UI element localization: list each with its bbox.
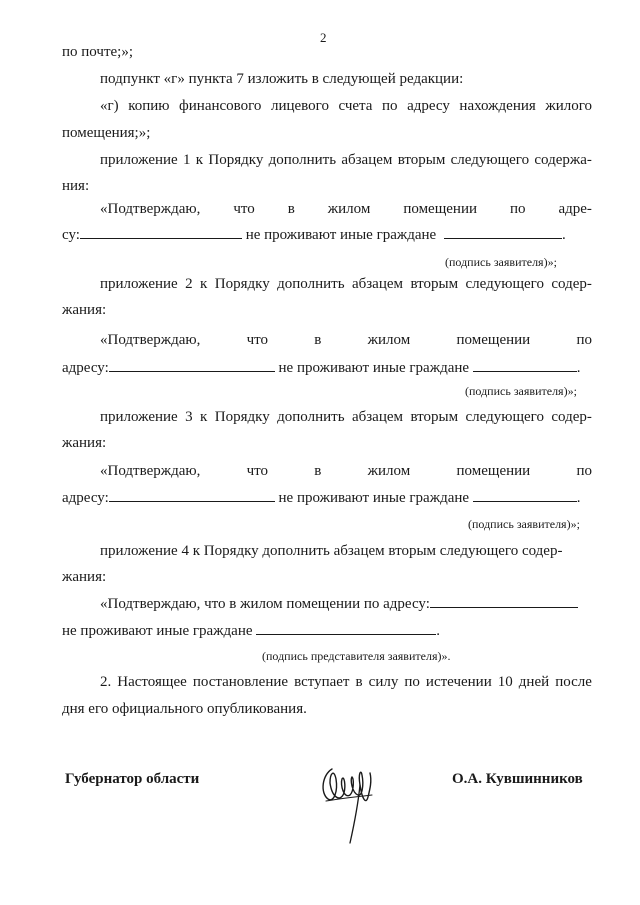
text-line-7: «Подтверждаю, что в жилом помещении по адре- [100,201,592,217]
citizens-blank [444,225,562,239]
text-line-25: 2. Настоящее постановление вступает в силу по истечении 10 дней после [100,674,592,690]
text-line-23: не проживают иные граждане . [62,623,441,639]
text-line-20: приложение 4 к Порядку дополнить абзацем вторым следующего содер- [100,543,563,559]
text-line-1: по почте;»; [62,44,134,60]
text-line-16: жания: [62,435,107,451]
text-line-17: «Подтверждаю, что в жилом помещении по [100,463,592,479]
text-line-6: ния: [62,178,90,194]
text-line-3: «г) копию финансового лицевого счета по адресу нахождения жилого [100,98,592,114]
text-line-10: приложение 2 к Порядку дополнить абзацем вторым следующего содер- [100,276,592,292]
text-line-22: «Подтверждаю, что в жилом помещении по адресу: [100,594,578,614]
text-line-11: жания: [62,302,107,318]
signature-caption-3: (подпись заявителя)»; [468,517,580,531]
text-line-21: жания: [62,569,107,585]
address-blank [430,594,578,608]
text-line-15: приложение 3 к Порядку дополнить абзацем вторым следующего содер- [100,409,592,425]
text-line-13: адресу: не проживают иные граждане . [62,360,581,376]
handwritten-signature-icon [318,755,378,847]
signer-title: Губернатор области [65,771,200,787]
text-line-4: помещения;»; [62,125,151,141]
text-line-5: приложение 1 к Порядку дополнить абзацем вторым следующего содержа- [100,152,592,168]
page-number: 2 [320,30,327,45]
address-blank [109,488,275,502]
signature-caption-1: (подпись заявителя)»; [445,255,557,269]
signature-caption-2: (подпись заявителя)»; [465,384,577,398]
signer-name: О.А. Кувшинников [452,771,583,787]
address-blank [80,225,242,239]
text-line-18: адресу: не проживают иные граждане . [62,490,581,506]
citizens-blank [256,621,436,635]
text-line-12: «Подтверждаю, что в жилом помещении по [100,332,592,348]
address-blank [109,358,275,372]
text-line-2: подпункт «г» пункта 7 изложить в следующей редакции: [100,71,464,87]
text-line-26: дня его официального опубликования. [62,701,307,717]
text-line-8: су: не проживают иные граждане . [62,227,566,243]
signature-caption-4: (подпись представителя заявителя)». [262,649,451,663]
citizens-blank [473,358,577,372]
citizens-blank [473,488,577,502]
